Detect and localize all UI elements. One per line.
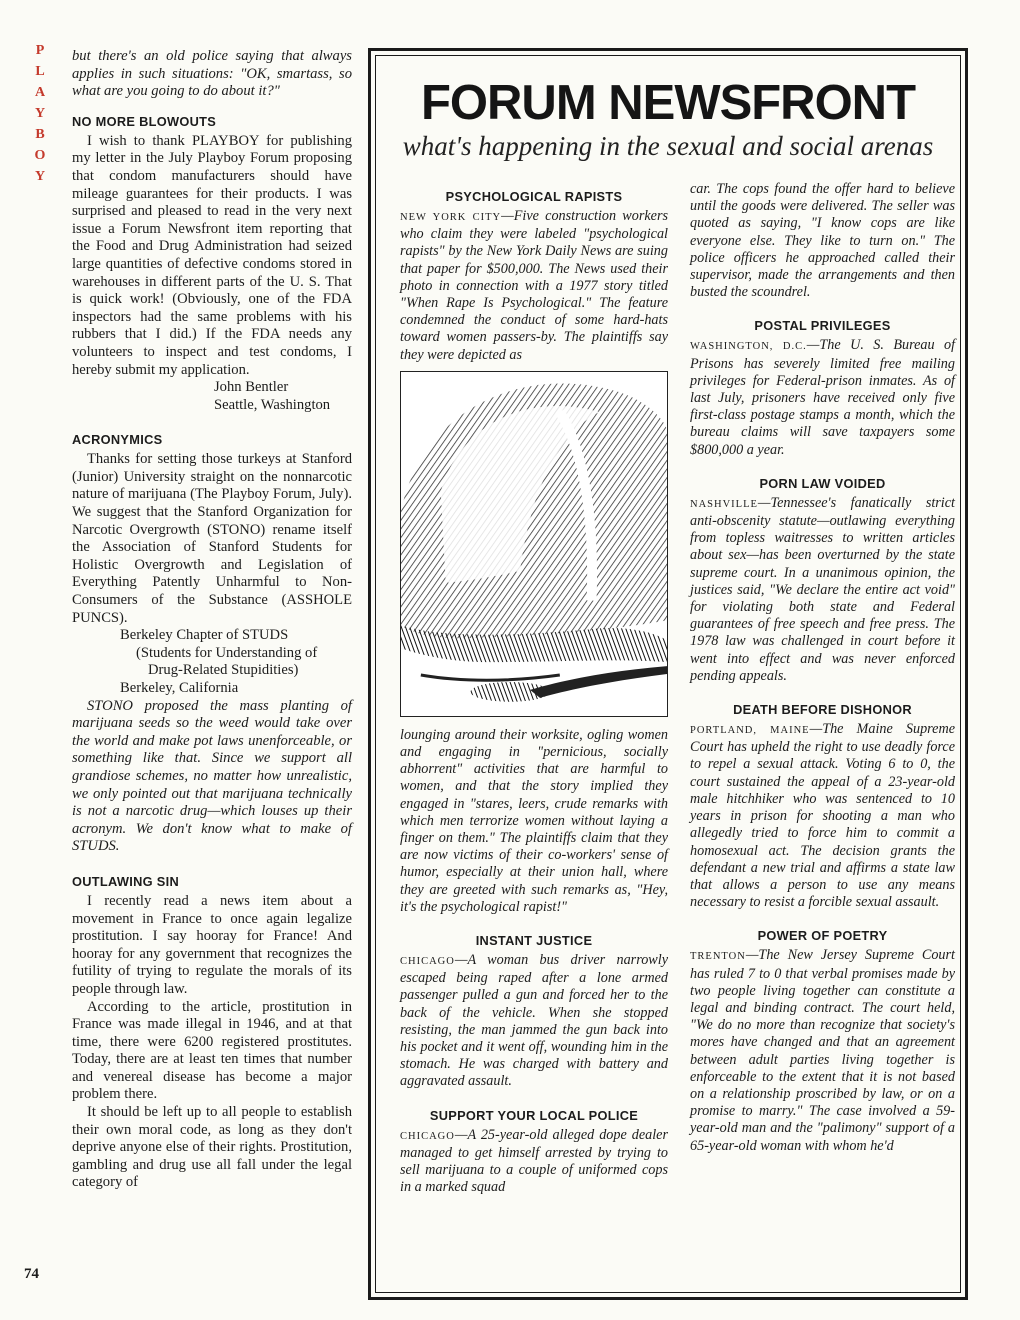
signature-place: Seattle, Washington <box>214 396 331 413</box>
editor-reply: STONO proposed the mass planting of marijuana seeds so the weed would take over the world and make pot laws unenforceable, or something like that. Since we support all grandiose schemes, no matter how unrealistic, we only pointed out that marijuana technically is not a narcotic drug—which louses up their acronym. We don't know what to make of STUDS. <box>72 697 352 855</box>
forum-subtitle: what's happening in the sexual and social arenas <box>402 131 934 161</box>
news-body: —A woman bus driver narrowly escaped being raped after a lone armed passenger pulled a gun and forced her to the back of the vehicle. When she stopped resisting, the man jammed the gun back into his pocket and it went off, wounding him in the stomach. He was charged with battery and aggravated assault. <box>400 952 668 1090</box>
news-text: lounging around their worksite, ogling women and engaging in "pernicious, socially abhorrent" activities that are harmful to women, and that the story implied they engaged in "stares, leers, crude remarks with which men terrorize women without laying a finger on them." The plaintiffs claim that they are now victims of their co-workers' sense of humor, especially at their union hall, where they are greeted with such remarks as, "Hey, it's the psychological rapist!" <box>400 726 668 915</box>
letter-text: I recently read a news item about a movement in France to once again legalize prostitution. I say hooray for France! And hooray for any government that recognizes the futility of trying to regulate the morals of its people through law. <box>72 892 352 997</box>
news-heading: PSYCHOLOGICAL RAPISTS <box>445 189 623 204</box>
news-body: —A 25-year-old alleged dope dealer managed to get himself arrested by trying to sell marijuana to a couple of uniformed cops in a marked squad <box>400 1126 668 1196</box>
news-text <box>690 495 955 685</box>
letter-text: I wish to thank PLAYBOY for publishing my letter in the July Playboy Forum proposing that condom manufacturers should have mileage guarantees for their products. I was surprised and pleased to read in the very next issue a Forum Newsfront item reporting that the Food and Drug Administration had seized large quantities of defective condoms stored in warehouses in different parts of the U. S. That is quick work! (Obviously, one of the FDA inspectors had the same problems with his rubbers that I did.) If the FDA needs any volunteers to inspect and test condoms, I hereby submit my application. <box>72 132 352 378</box>
hard-hat-illustration <box>400 371 668 717</box>
side-letter: P <box>35 43 45 58</box>
news-text-continued: car. The cops found the offer hard to believe until the goods were delivered. The seller was quoted as saying, "I know cops are like everyone else. They like to turn on." The police officers he approached called their supervisor, made the arrangements and then busted the scoundrel. <box>690 181 955 301</box>
signature-name: John Bentler <box>214 379 289 396</box>
news-body: —The U. S. Bureau of Prisons has severely limited free mailing privileges for Federal-prison inmates. As of last July, prisoners have received only five first-class postage stamps a month, which the bureau claims will save taxpayers some $800,000 a year. <box>690 337 956 458</box>
news-heading: POSTAL PRIVILEGES <box>754 318 891 334</box>
news-text <box>400 208 668 364</box>
news-heading: INSTANT JUSTICE <box>475 933 593 949</box>
side-letter: Y <box>34 106 46 121</box>
side-letter: B <box>35 127 45 142</box>
forum-title: FORUM NEWSFRONT <box>421 76 915 130</box>
signature-place: Berkeley, California <box>120 680 239 696</box>
news-column-right <box>690 181 955 1155</box>
letters-column <box>72 48 352 1192</box>
forum-newsfront-box <box>368 48 968 1300</box>
news-body: —The New Jersey Supreme Court has ruled 7 to 0 that verbal promises made by two people living together can constitute a legal and binding contract. The court held, "We do no more than recognize that society's mores have changed and that an agreement between adult parties living together is enforceable to the extent that it is not based on a relationship proscribed by law, or on a promise to marry." The case involved a 59-year-old man and the "palimony" support of a 65-year-old woman with whom he'd <box>690 947 955 1154</box>
dateline: NASHVILLE <box>690 498 758 510</box>
news-body: —The Maine Supreme Court has upheld the right to use deadly force to repel a sexual attack. Voting 6 to 0, the court sustained the appeal of a 23-year-old male hitchhiker who was sentenced to 10 years in prison for shooting a man who allegedly tried to force him to commit a homosexual act. The decision grants the defendant a new trial and affirms a state law that allows a person to use any means necessary to resist a forcible sexual assault. <box>690 721 955 911</box>
side-magazine-label <box>30 40 50 187</box>
letter-text: It should be left up to all people to establish their own moral code, as long as they don't deprive anyone else of their rights. Prostitution, gambling and drug use all fall under the legal category of <box>72 1104 352 1191</box>
news-text <box>690 337 955 458</box>
dateline: WASHINGTON, D.C. <box>690 341 807 353</box>
news-column-middle <box>400 189 668 1197</box>
letter-text: According to the article, prostitution in France was made illegal in 1946, and at that time, there were 6200 registered prostitutes. Today, there are at least ten times that number and venereal disease has become a major problem there. <box>72 998 352 1103</box>
section-heading: OUTLAWING SIN <box>72 873 179 889</box>
news-heading: DEATH BEFORE DISHONOR <box>733 702 912 718</box>
signature-line: (Students for Understanding of <box>136 644 318 661</box>
news-text <box>690 721 955 911</box>
news-body: —Five construction workers who claim they were labeled "psychological rapists" by the New York Daily News are suing that paper for $500,000. The News used their photo in connection with a 1977 story titled "When Rape Is Psychological." The feature condemned the conduct of some hard-hats toward women passers-by. The plaintiffs say they were depicted as <box>400 208 669 363</box>
news-heading: POWER OF POETRY <box>757 928 888 944</box>
news-heading: PORN LAW VOIDED <box>759 475 886 491</box>
news-text <box>690 947 955 1154</box>
dateline: NEW YORK CITY <box>400 212 502 223</box>
page-number: 74 <box>24 1266 39 1282</box>
side-letter: Y <box>34 169 46 184</box>
news-heading: SUPPORT YOUR LOCAL POLICE <box>429 1107 639 1123</box>
news-text <box>400 1127 668 1197</box>
news-body: —Tennessee's fanatically strict anti-obscenity statute—outlawing everything from topless waitresses to written articles about sex—has been overturned by the state supreme court. In a unanimous opinion, the justices said, "We declare the entire act void" for violating both state and Federal guarantees of free speech and free press. The 1978 law was challenged in court before it went into effect and was never enforced pending appeals. <box>690 494 955 684</box>
dateline: TRENTON <box>690 951 746 963</box>
section-heading: ACRONYMICS <box>72 432 163 448</box>
side-letter: O <box>34 148 46 163</box>
dateline: CHICAGO <box>400 956 455 968</box>
section-heading: NO MORE BLOWOUTS <box>72 113 217 129</box>
dateline: CHICAGO <box>400 1130 455 1142</box>
signature-name: Berkeley Chapter of STUDS <box>120 627 289 644</box>
side-letter: L <box>35 64 45 79</box>
letter-text: Thanks for setting those turkeys at Stanford (Junior) University straight on the nonnarcotic nature of marijuana (The Playboy Forum, July). We suggest that the Stanford Organization for Narcotic Overgrowth (STONO) rename itself the Association of Stanford Students for Holistic Overgrowth and Legislation of Everything Patently Unharmful to Non-Consumers of the Substance (ASSHOLE PUNCS). <box>72 451 352 626</box>
signature-line: Drug-Related Stupidities) <box>148 662 299 679</box>
side-letter: A <box>34 85 46 100</box>
news-text <box>400 952 668 1091</box>
intro-text: but there's an old police saying that always applies in such situations: "OK, smartass, so what are you going to do about it?" <box>72 48 352 100</box>
dateline: PORTLAND, MAINE <box>690 725 810 737</box>
